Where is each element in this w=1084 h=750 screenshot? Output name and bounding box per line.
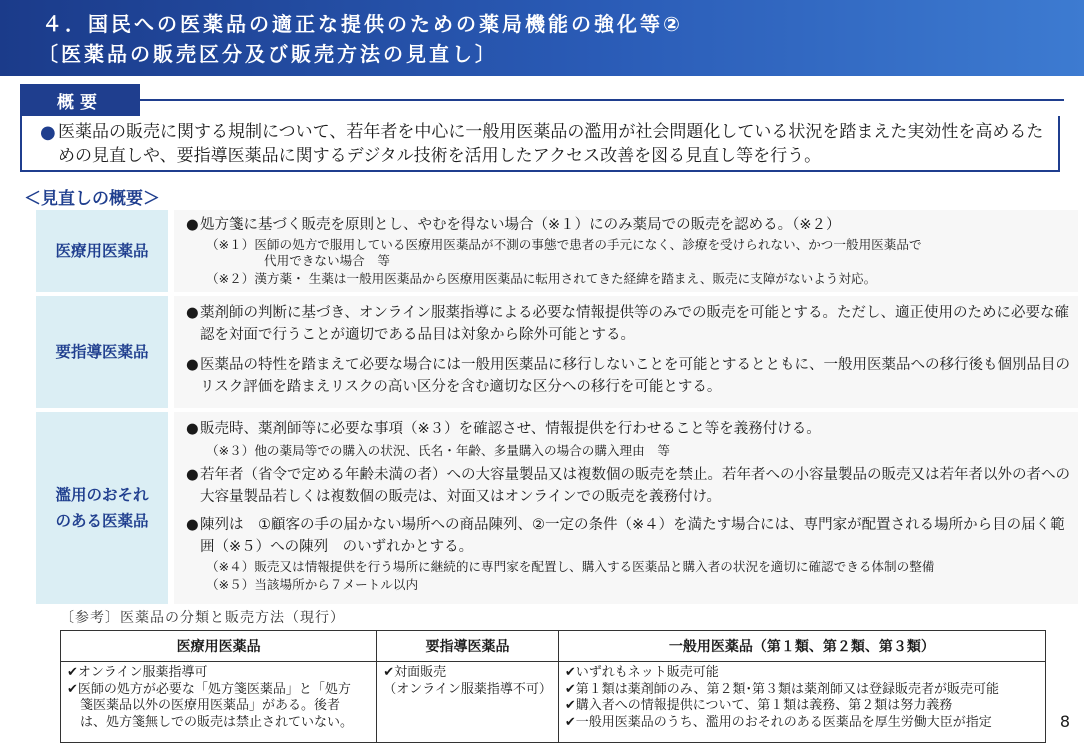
summary-tab: 概要	[20, 84, 140, 116]
column-header: 一般用医薬品（第１類、第２類、第３類）	[558, 631, 1045, 662]
item-text: 若年者（省令で定める年齢未満の者）への大容量製品又は複数個の販売を禁止。若年者への小容量製品の販売又は若年者以外の者への大容量製品若しくは複数個の販売は、対面又はオンラインでの販売を義務付け。	[200, 467, 1070, 505]
summary-text: 医薬品の販売に関する規制について、若年者を中心に一般用医薬品の濫用が社会問題化している状況を踏まえた実効性を高めるための見直しや、要指導医薬品に関するデジタル技術を活用したアクセス改善を図る見直し等を行う。	[58, 122, 1044, 166]
cell-line: ✔オンライン服薬指導可	[67, 665, 208, 680]
reference-title: 〔参考〕医薬品の分類と販売方法（現行）	[60, 610, 345, 626]
cell-line: は、処方箋無しでの販売は禁止されていない。	[67, 714, 354, 730]
note: （※５）当該場所から７メートル以内	[206, 577, 419, 592]
note: 代用できない場合 等	[264, 253, 390, 268]
summary-divider	[140, 99, 1064, 101]
note: （※１）医師の処方で服用している医療用医薬品が不測の事態で患者の手元になく、診療を受けられない、かつ一般用医薬品で	[206, 237, 922, 252]
bullet-item	[186, 464, 1074, 508]
cell-line: 箋医薬品以外の医療用医薬品」がある。後者	[67, 698, 341, 713]
summary-box	[20, 116, 1060, 172]
row-content	[174, 296, 1078, 408]
row-label: 要指導医薬品	[36, 296, 168, 408]
cell-line: ✔購入者への情報提供について、第１類は義務、第２類は努力義務	[564, 698, 953, 713]
column-header: 要指導医薬品	[377, 631, 559, 662]
cell-line: ✔第１類は薬剤師のみ、第２類･第３類は薬剤師又は登録販売者が販売可能	[564, 681, 1000, 697]
note: （※２）漢方薬・ 生薬は一般用医薬品から医療用医薬品に転用されてきた経緯を踏まえ、販売に支障がないよう対応。	[206, 271, 877, 286]
item-text: 医薬品の特性を踏まえて必要な場合には一般用医薬品に移行しないことを可能とするとともに、一般用医薬品への移行後も個別品目のリスク評価を踏まえリスクの高い区分を含む適切な区分への移行を可能とする。	[200, 357, 1070, 395]
column-header: 医療用医薬品	[61, 631, 377, 662]
section-title: ＜見直しの概要＞	[24, 189, 160, 209]
cell-line: ✔医師の処方が必要な「処方箋医薬品」と「処方	[67, 681, 351, 697]
bullet-item	[186, 214, 1074, 236]
bullet-item	[186, 514, 1074, 558]
row-label-line1: 濫用のおそれ	[55, 486, 149, 504]
bullet-icon: ●	[40, 122, 56, 143]
slide-header	[0, 0, 1084, 76]
table-cell	[558, 662, 1045, 743]
bullet-item	[186, 302, 1074, 346]
item-text: 薬剤師の判断に基づき、オンライン服薬指導による必要な情報提供等のみでの販売を可能とする。ただし、適正使用のために必要な確認を対面で行うことが適切である品目は対象から除外可能とする。	[200, 305, 1069, 343]
reference-body-row	[61, 662, 1046, 743]
bullet-icon: ●	[186, 305, 199, 321]
row-content	[174, 210, 1078, 292]
row-content	[174, 412, 1078, 604]
row-prescription-drugs	[36, 210, 1078, 292]
cell-line: ✔対面販売	[383, 665, 447, 680]
row-label	[36, 412, 168, 604]
table-cell	[61, 662, 377, 743]
item-text: 処方箋に基づく販売を原則とし、やむを得ない場合（※１）にのみ薬局での販売を認める。（※２）	[200, 217, 841, 233]
table-cell	[377, 662, 559, 743]
row-label: 医療用医薬品	[36, 210, 168, 292]
cell-line: ✔いずれもネット販売可能	[564, 665, 719, 680]
row-guidance-drugs	[36, 296, 1078, 408]
slide-title-line1: ４．国民への医薬品の適正な提供のための薬局機能の強化等②	[42, 12, 683, 36]
bullet-icon: ●	[186, 517, 199, 533]
bullet-icon: ●	[186, 217, 199, 233]
row-abuse-risk-drugs	[36, 412, 1078, 604]
slide-title-line2: 〔医薬品の販売区分及び販売方法の見直し〕	[38, 42, 498, 66]
reference-table	[60, 630, 1046, 743]
bullet-item	[186, 418, 1074, 440]
note: （※３）他の薬局等での購入の状況、氏名・年齢、多量購入の場合の購入理由 等	[206, 443, 670, 458]
bullet-item	[186, 354, 1074, 398]
cell-line: （オンライン服薬指導不可）	[383, 681, 552, 697]
bullet-icon: ●	[186, 467, 199, 483]
page-number: 8	[1059, 712, 1070, 731]
item-text: 販売時、薬剤師等に必要な事項（※３）を確認させ、情報提供を行わせること等を義務付ける。	[200, 421, 821, 437]
cell-line: ✔一般用医薬品のうち、濫用のおそれのある医薬品を厚生労働大臣が指定	[564, 714, 992, 730]
item-text: 陳列は ①顧客の手の届かない場所への商品陳列、②一定の条件（※４）を満たす場合には、専門家が配置される場所から目の届く範囲（※５）への陳列 のいずれかとする。	[200, 517, 1065, 555]
bullet-icon: ●	[186, 357, 199, 373]
overview-table	[36, 210, 1078, 604]
reference-header-row	[61, 631, 1046, 662]
row-label-line2: のある医薬品	[55, 512, 149, 530]
note: （※４）販売又は情報提供を行う場所に継続的に専門家を配置し、購入する医薬品と購入者の状況を適切に確認できる体制の整備	[206, 559, 935, 574]
bullet-icon: ●	[186, 421, 199, 437]
